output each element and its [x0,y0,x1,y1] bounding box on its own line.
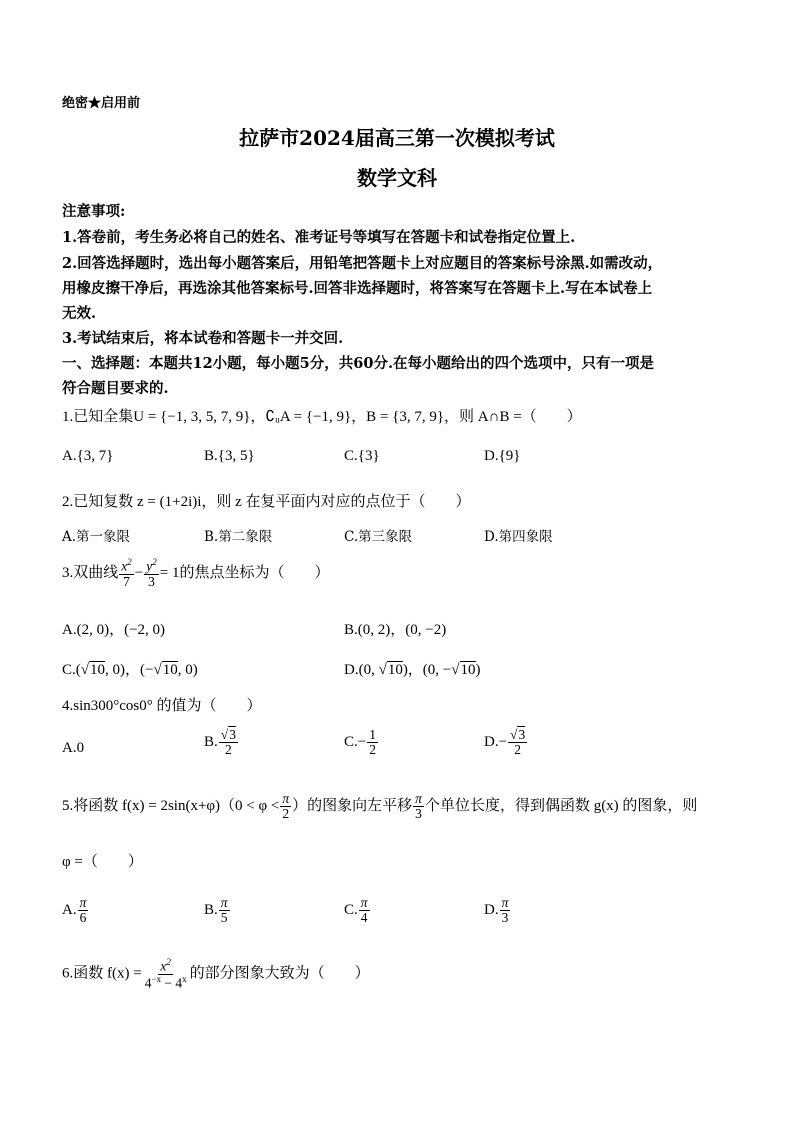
q3-option-d: D.(0, √10)，(0, −√10) [344,662,481,678]
q2-option-d: D.第四象限 [484,529,553,545]
q3-option-b: B.(0, 2)，(0, −2) [344,622,447,638]
note-2a: 2.回答选择题时，选出每小题答案后，用铅笔把答题卡上对应题目的答案标号涂黑.如需改动， [62,255,663,272]
secret-label: 绝密★启用前 [62,96,141,111]
section-heading-2: 符合题目要求的. [62,380,169,397]
question-1-stem: 1.已知全集U = {−1, 3, 5, 7, 9}，∁ᵤA = {−1, 9}，B = {3, 7, 9}，则 A∩B =（ ） [62,409,582,425]
q5-option-a: A. $\frac{\pi}{6}$ [62,895,87,926]
q1-option-c: C.{3} [344,448,380,464]
note-2c: 无效. [62,305,97,322]
question-5-stem-line2: φ =（ ） [62,854,143,870]
q4-option-d: D.− $\frac{√3}{2}$ [484,727,526,758]
q5-option-b: B. $\frac{\pi}{5}$ [204,895,228,926]
q2-option-a: A.第一象限 [62,529,131,545]
q4-option-c: C.− $\frac{1}{2}$ [344,727,376,758]
q1-option-b: B.{3, 5} [204,448,255,464]
q3-option-a: A.(2, 0)，(−2, 0) [62,622,166,638]
question-4-stem: 4.sin300°cos0° 的值为（ ） [62,698,262,714]
q3-option-c: C.(√10, 0)，(−√10, 0) [62,662,198,678]
question-2-stem: 2.已知复数 z = (1+2i)i，则 z 在复平面内对应的点位于（ ） [62,494,471,510]
subject-title: 数学文科 [357,166,437,190]
notes-heading: 注意事项: [62,203,126,220]
q2-option-b: B.第二象限 [204,529,273,545]
question-5-stem: 5.将函数 f(x) = 2sin(x+φ)（0 < φ < $\frac{\pi}{2}$ ）的图象向左平移 $\frac{\pi}{3}$ 个单位长度，得到偶函数 g(x) 的图象，则 [62,791,698,822]
section-heading-1: 一、选择题：本题共12小题，每小题5分，共60分.在每小题给出的四个选项中，只有一项是 [62,355,654,372]
q4-option-a: A.0 [62,740,85,756]
q2-option-c: C.第三象限 [344,529,413,545]
note-2b: 用橡皮擦干净后，再选涂其他答案标号.回答非选择题时，将答案写在答题卡上.写在本试卷上 [62,280,653,297]
note-3: 3.考试结束后，将本试卷和答题卡一并交回. [62,330,344,347]
q5-option-d: D. $\frac{\pi}{3}$ [484,895,509,926]
q4-option-b: B. $\frac{√3}{2}$ [204,727,236,758]
note-1: 1.答卷前，考生务必将自己的姓名、准考证号等填写在答题卡和试卷指定位置上. [62,229,576,246]
q1-option-d: D.{9} [484,448,521,464]
q1-option-a: A.{3, 7} [62,448,114,464]
exam-title: 拉萨市2024届高三第一次模拟考试 [239,126,555,150]
question-6-stem: 6.函数 f(x) = $\frac{x^2}{4^{-x} - 4^x}$ 的部分图象大致为（ ） [62,957,370,991]
question-3-stem: 3.双曲线 $\frac{x^2}{7}$ − $\frac{y^2}{3}$ = 1的焦点坐标为（ ） [62,557,330,589]
q5-option-c: C. $\frac{\pi}{4}$ [344,895,368,926]
